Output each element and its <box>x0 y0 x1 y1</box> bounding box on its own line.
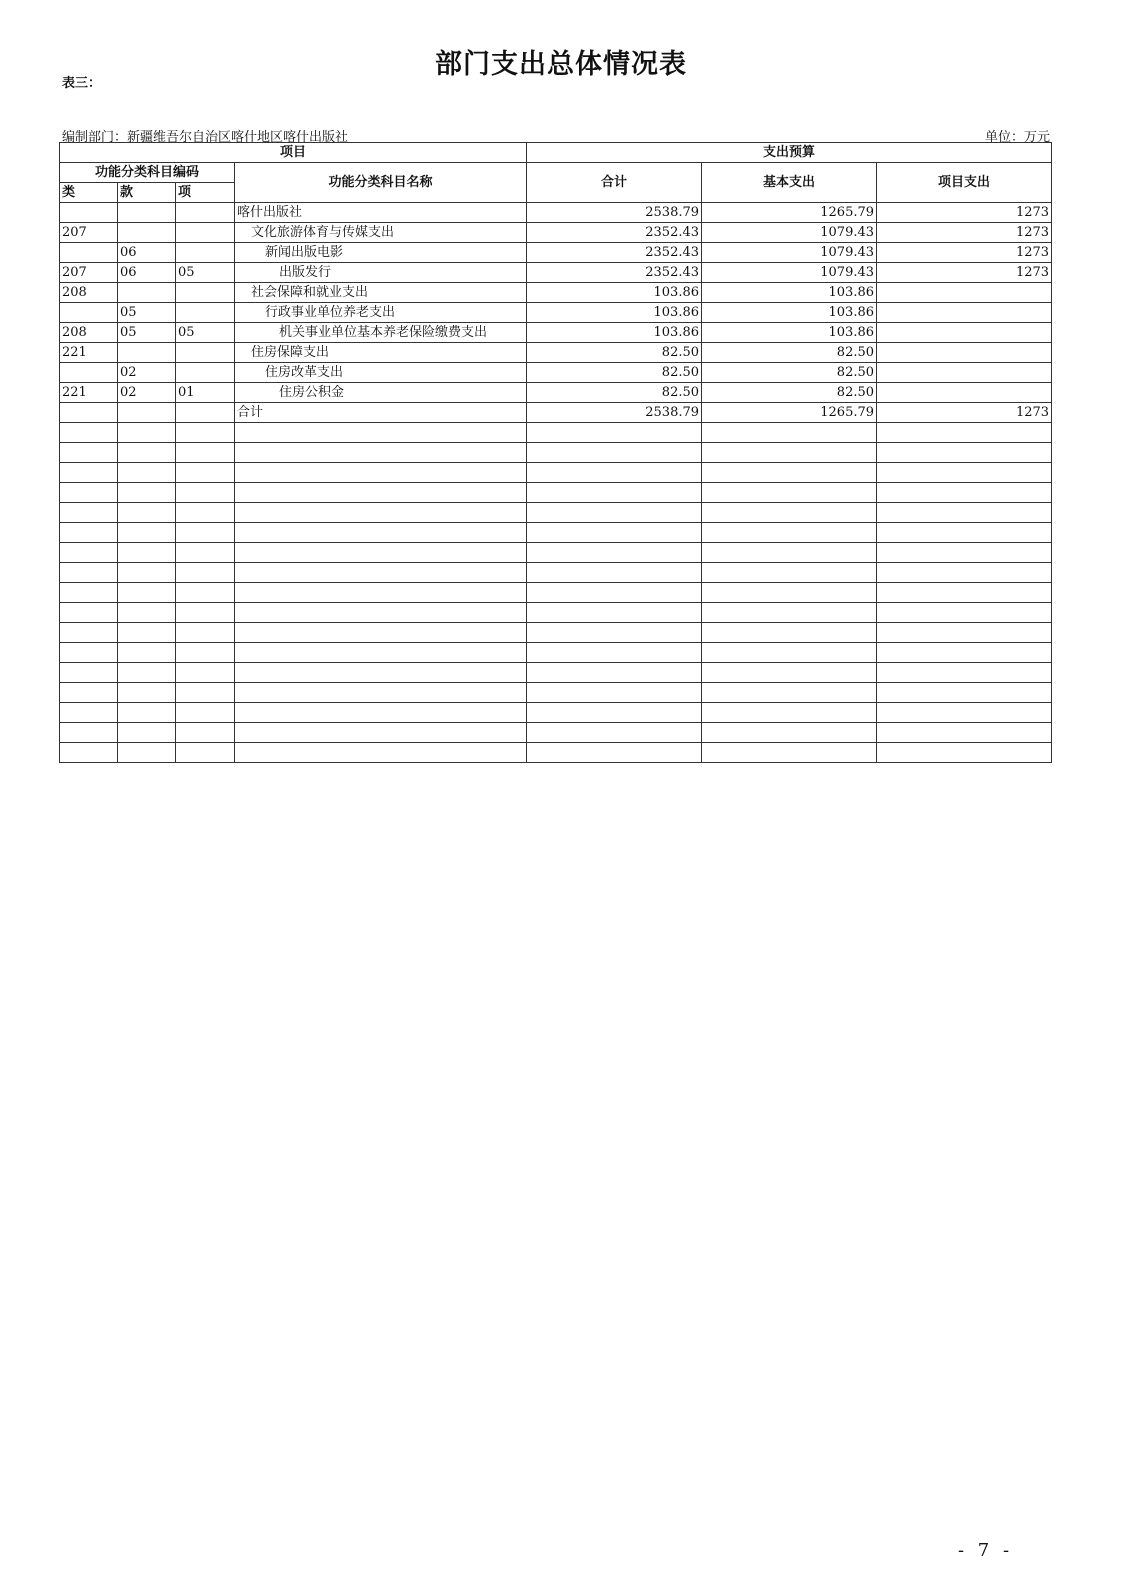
empty-cell <box>60 743 118 763</box>
cell-total: 82.50 <box>527 383 702 403</box>
empty-cell <box>527 663 702 683</box>
empty-cell <box>60 443 118 463</box>
empty-cell <box>702 523 877 543</box>
empty-cell <box>702 723 877 743</box>
empty-cell <box>235 503 527 523</box>
expenditure-table <box>59 142 1052 763</box>
empty-cell <box>235 723 527 743</box>
empty-row <box>60 623 1052 643</box>
empty-cell <box>527 523 702 543</box>
cell-project: 1273 <box>877 403 1052 423</box>
empty-row <box>60 583 1052 603</box>
empty-cell <box>235 603 527 623</box>
table-row <box>60 223 1052 243</box>
dept-label: 编制部门：新疆维吾尔自治区喀什地区喀什出版社 <box>62 130 349 145</box>
empty-cell <box>527 463 702 483</box>
cell-lei <box>60 403 118 423</box>
cell-lei: 208 <box>60 283 118 303</box>
empty-cell <box>235 423 527 443</box>
empty-cell <box>235 483 527 503</box>
header-budget: 支出预算 <box>527 143 1052 163</box>
cell-xiang <box>176 403 235 423</box>
empty-cell <box>527 483 702 503</box>
cell-name: 住房公积金 <box>235 383 527 403</box>
cell-project <box>877 383 1052 403</box>
cell-project <box>877 343 1052 363</box>
empty-cell <box>527 583 702 603</box>
cell-xiang <box>176 303 235 323</box>
table-row <box>60 263 1052 283</box>
empty-cell <box>702 683 877 703</box>
empty-cell <box>235 743 527 763</box>
table-row <box>60 403 1052 423</box>
empty-cell <box>702 463 877 483</box>
empty-cell <box>527 543 702 563</box>
cell-basic: 82.50 <box>702 383 877 403</box>
empty-cell <box>176 663 235 683</box>
empty-cell <box>877 563 1052 583</box>
empty-cell <box>60 543 118 563</box>
empty-cell <box>702 503 877 523</box>
cell-basic: 1265.79 <box>702 203 877 223</box>
empty-cell <box>702 743 877 763</box>
empty-cell <box>877 743 1052 763</box>
cell-name: 出版发行 <box>235 263 527 283</box>
header-lei: 类 <box>60 183 118 203</box>
empty-cell <box>60 723 118 743</box>
empty-cell <box>176 603 235 623</box>
page-title: 部门支出总体情况表 <box>435 49 687 80</box>
empty-cell <box>527 603 702 623</box>
cell-xiang <box>176 223 235 243</box>
empty-cell <box>877 543 1052 563</box>
empty-row <box>60 503 1052 523</box>
empty-cell <box>176 543 235 563</box>
empty-cell <box>176 623 235 643</box>
cell-total: 103.86 <box>527 303 702 323</box>
header-kuan: 款 <box>118 183 176 203</box>
empty-cell <box>877 643 1052 663</box>
empty-cell <box>176 643 235 663</box>
empty-row <box>60 463 1052 483</box>
cell-basic: 1079.43 <box>702 223 877 243</box>
empty-cell <box>60 563 118 583</box>
empty-cell <box>176 743 235 763</box>
cell-lei: 207 <box>60 263 118 283</box>
table-row <box>60 383 1052 403</box>
empty-cell <box>702 703 877 723</box>
empty-cell <box>176 583 235 603</box>
empty-cell <box>60 423 118 443</box>
table-row <box>60 283 1052 303</box>
cell-lei <box>60 303 118 323</box>
cell-xiang <box>176 343 235 363</box>
cell-total: 2352.43 <box>527 223 702 243</box>
cell-xiang: 05 <box>176 323 235 343</box>
empty-cell <box>118 583 176 603</box>
empty-cell <box>118 483 176 503</box>
cell-basic: 103.86 <box>702 323 877 343</box>
empty-cell <box>702 443 877 463</box>
empty-cell <box>877 723 1052 743</box>
table-row <box>60 203 1052 223</box>
cell-basic: 1079.43 <box>702 243 877 263</box>
empty-cell <box>118 543 176 563</box>
table-row <box>60 363 1052 383</box>
empty-cell <box>118 423 176 443</box>
empty-cell <box>118 623 176 643</box>
cell-total: 103.86 <box>527 283 702 303</box>
header-name: 功能分类科目名称 <box>235 163 527 203</box>
cell-name: 住房保障支出 <box>235 343 527 363</box>
empty-row <box>60 703 1052 723</box>
cell-xiang <box>176 283 235 303</box>
cell-basic: 82.50 <box>702 363 877 383</box>
cell-basic: 1265.79 <box>702 403 877 423</box>
empty-cell <box>702 643 877 663</box>
empty-cell <box>176 563 235 583</box>
header-total: 合计 <box>527 163 702 203</box>
empty-cell <box>235 583 527 603</box>
empty-cell <box>877 683 1052 703</box>
cell-kuan <box>118 223 176 243</box>
cell-project: 1273 <box>877 223 1052 243</box>
empty-cell <box>118 743 176 763</box>
header-xiang: 项 <box>176 183 235 203</box>
cell-lei <box>60 243 118 263</box>
cell-total: 82.50 <box>527 363 702 383</box>
cell-kuan: 05 <box>118 303 176 323</box>
cell-total: 82.50 <box>527 343 702 363</box>
cell-xiang <box>176 243 235 263</box>
table-row <box>60 343 1052 363</box>
empty-cell <box>118 503 176 523</box>
cell-kuan <box>118 343 176 363</box>
empty-cell <box>176 523 235 543</box>
empty-cell <box>176 703 235 723</box>
empty-cell <box>118 443 176 463</box>
empty-cell <box>60 523 118 543</box>
empty-cell <box>118 723 176 743</box>
empty-cell <box>60 463 118 483</box>
empty-cell <box>527 743 702 763</box>
cell-basic: 82.50 <box>702 343 877 363</box>
empty-cell <box>176 463 235 483</box>
empty-cell <box>877 623 1052 643</box>
empty-cell <box>527 423 702 443</box>
empty-row <box>60 723 1052 743</box>
empty-row <box>60 523 1052 543</box>
page-number: - 7 - <box>958 1540 1014 1561</box>
empty-cell <box>176 503 235 523</box>
empty-cell <box>702 483 877 503</box>
empty-cell <box>60 643 118 663</box>
empty-cell <box>118 603 176 623</box>
empty-cell <box>235 623 527 643</box>
empty-cell <box>877 503 1052 523</box>
empty-row <box>60 683 1052 703</box>
cell-lei: 221 <box>60 343 118 363</box>
empty-cell <box>702 663 877 683</box>
empty-cell <box>702 603 877 623</box>
empty-cell <box>527 683 702 703</box>
empty-cell <box>702 563 877 583</box>
cell-kuan: 06 <box>118 243 176 263</box>
empty-cell <box>877 703 1052 723</box>
empty-cell <box>877 463 1052 483</box>
empty-cell <box>527 623 702 643</box>
cell-project <box>877 283 1052 303</box>
cell-basic: 103.86 <box>702 283 877 303</box>
empty-cell <box>877 663 1052 683</box>
empty-cell <box>118 703 176 723</box>
empty-cell <box>527 643 702 663</box>
cell-kuan: 05 <box>118 323 176 343</box>
cell-xiang: 05 <box>176 263 235 283</box>
empty-cell <box>176 443 235 463</box>
empty-cell <box>527 703 702 723</box>
empty-cell <box>60 623 118 643</box>
cell-lei <box>60 363 118 383</box>
cell-name: 文化旅游体育与传媒支出 <box>235 223 527 243</box>
empty-cell <box>60 703 118 723</box>
empty-row <box>60 443 1052 463</box>
empty-cell <box>877 443 1052 463</box>
empty-cell <box>235 703 527 723</box>
cell-lei: 207 <box>60 223 118 243</box>
cell-name: 喀什出版社 <box>235 203 527 223</box>
empty-cell <box>176 483 235 503</box>
cell-kuan <box>118 203 176 223</box>
empty-cell <box>235 463 527 483</box>
cell-project <box>877 303 1052 323</box>
empty-row <box>60 563 1052 583</box>
empty-cell <box>235 443 527 463</box>
empty-cell <box>235 643 527 663</box>
cell-name: 行政事业单位养老支出 <box>235 303 527 323</box>
empty-cell <box>702 623 877 643</box>
empty-cell <box>877 423 1052 443</box>
empty-cell <box>118 643 176 663</box>
empty-cell <box>118 463 176 483</box>
empty-cell <box>702 423 877 443</box>
empty-cell <box>702 543 877 563</box>
cell-total: 103.86 <box>527 323 702 343</box>
cell-total: 2538.79 <box>527 403 702 423</box>
empty-row <box>60 643 1052 663</box>
empty-cell <box>235 523 527 543</box>
empty-row <box>60 663 1052 683</box>
cell-total: 2352.43 <box>527 243 702 263</box>
cell-total: 2352.43 <box>527 263 702 283</box>
empty-cell <box>527 563 702 583</box>
cell-basic: 103.86 <box>702 303 877 323</box>
empty-cell <box>118 663 176 683</box>
empty-row <box>60 543 1052 563</box>
cell-kuan <box>118 403 176 423</box>
cell-name: 合计 <box>235 403 527 423</box>
empty-cell <box>877 583 1052 603</box>
empty-row <box>60 603 1052 623</box>
empty-cell <box>235 543 527 563</box>
empty-cell <box>176 683 235 703</box>
cell-total: 2538.79 <box>527 203 702 223</box>
cell-project <box>877 323 1052 343</box>
empty-cell <box>235 663 527 683</box>
table-row <box>60 303 1052 323</box>
empty-row <box>60 423 1052 443</box>
empty-cell <box>527 443 702 463</box>
header-code-group: 功能分类科目编码 <box>60 163 235 183</box>
empty-cell <box>877 523 1052 543</box>
cell-kuan: 02 <box>118 363 176 383</box>
cell-project <box>877 363 1052 383</box>
empty-cell <box>60 603 118 623</box>
empty-cell <box>702 583 877 603</box>
cell-kuan: 06 <box>118 263 176 283</box>
empty-cell <box>527 503 702 523</box>
empty-cell <box>176 423 235 443</box>
cell-lei: 208 <box>60 323 118 343</box>
empty-cell <box>235 683 527 703</box>
empty-cell <box>60 483 118 503</box>
empty-cell <box>60 663 118 683</box>
empty-cell <box>176 723 235 743</box>
empty-cell <box>118 523 176 543</box>
empty-cell <box>118 683 176 703</box>
empty-cell <box>235 563 527 583</box>
cell-xiang <box>176 203 235 223</box>
table-row <box>60 243 1052 263</box>
cell-name: 新闻出版电影 <box>235 243 527 263</box>
table-label: 表三： <box>62 76 102 91</box>
cell-project: 1273 <box>877 203 1052 223</box>
cell-kuan <box>118 283 176 303</box>
header-project-expense: 项目支出 <box>877 163 1052 203</box>
cell-lei: 221 <box>60 383 118 403</box>
cell-name: 机关事业单位基本养老保险缴费支出 <box>235 323 527 343</box>
empty-cell <box>118 563 176 583</box>
empty-cell <box>877 603 1052 623</box>
cell-lei <box>60 203 118 223</box>
cell-project: 1273 <box>877 243 1052 263</box>
cell-xiang <box>176 363 235 383</box>
header-project: 项目 <box>60 143 527 163</box>
empty-cell <box>60 683 118 703</box>
cell-kuan: 02 <box>118 383 176 403</box>
cell-basic: 1079.43 <box>702 263 877 283</box>
empty-cell <box>527 723 702 743</box>
empty-row <box>60 743 1052 763</box>
cell-name: 住房改革支出 <box>235 363 527 383</box>
cell-name: 社会保障和就业支出 <box>235 283 527 303</box>
unit-label: 单位：万元 <box>984 130 1050 145</box>
cell-project: 1273 <box>877 263 1052 283</box>
empty-row <box>60 483 1052 503</box>
table-body <box>60 203 1052 763</box>
cell-xiang: 01 <box>176 383 235 403</box>
empty-cell <box>60 583 118 603</box>
table-row <box>60 323 1052 343</box>
header-basic: 基本支出 <box>702 163 877 203</box>
empty-cell <box>60 503 118 523</box>
empty-cell <box>877 483 1052 503</box>
